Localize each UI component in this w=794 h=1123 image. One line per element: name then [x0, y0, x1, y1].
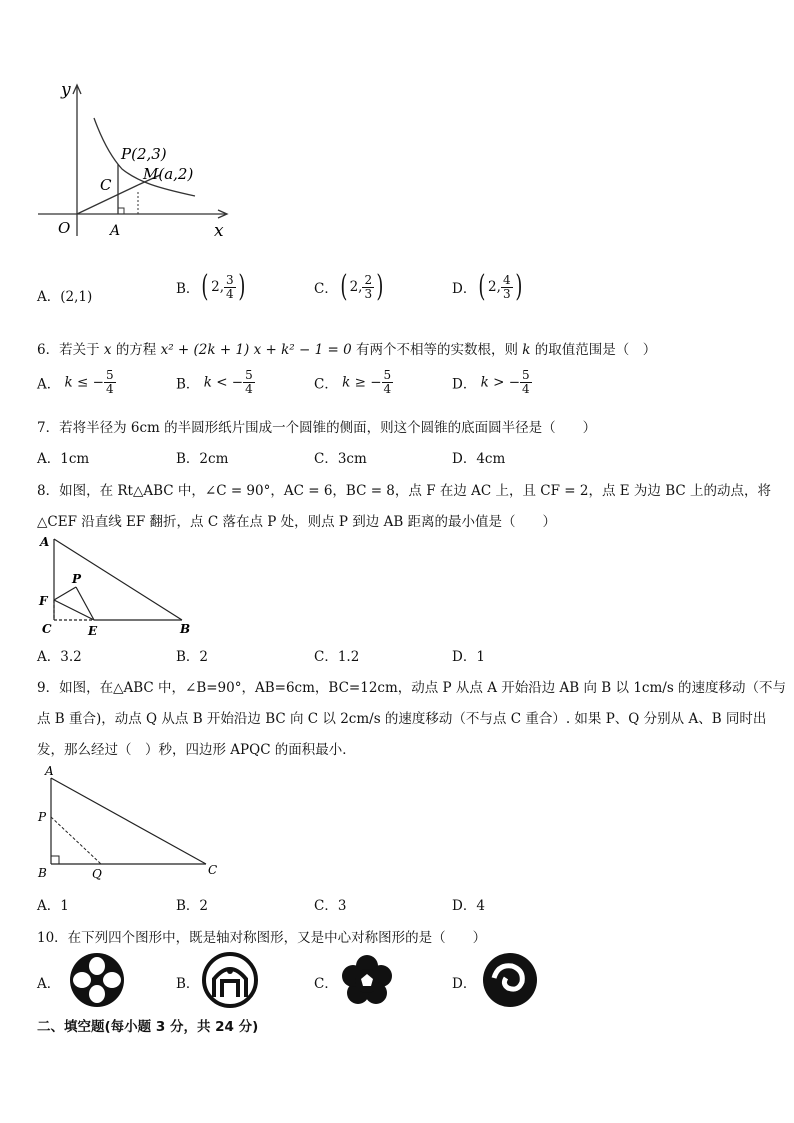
- label-m: M(a,2): [143, 165, 194, 183]
- label-a: A: [45, 764, 54, 778]
- q10-question: 10．在下列四个图形中，既是轴对称图形，又是中心对称图形的是（ ）: [37, 930, 487, 946]
- q6-option-c[interactable]: C． k ≥ − $\frac{5}{4}$: [314, 368, 392, 396]
- label-a: A: [40, 535, 50, 549]
- segment-fp: [54, 587, 76, 600]
- q8-triangle-figure: [34, 532, 204, 638]
- q8-option-c[interactable]: C．1.2: [314, 649, 360, 665]
- q5-option-d[interactable]: D．( 2, $\frac{4}{3}$ ): [452, 269, 522, 304]
- q7-question: 7．若将半径为 6cm 的半圆形纸片围成一个圆锥的侧面，则这个圆锥的底面圆半径是（ ）: [37, 420, 597, 436]
- q9-question-line1: 9．如图，在△ABC 中，∠B=90°，AB=6cm，BC=12cm，动点 P 从点 A 开始沿边 AB 向 B 以 1cm/s 的速度移动（不与: [37, 680, 787, 696]
- label-q: Q: [92, 867, 102, 881]
- q9-option-a[interactable]: A．1: [37, 898, 69, 914]
- label-p: P: [72, 572, 82, 586]
- label-a: A: [110, 223, 121, 239]
- label-c: C: [42, 622, 52, 636]
- q10-option-a-symbol-icon[interactable]: [66, 952, 128, 1008]
- section-fill-in-title: 二、填空题(每小题 3 分，共 24 分): [37, 1019, 259, 1035]
- right-angle-mark: [118, 208, 124, 214]
- q8-option-b[interactable]: B．2: [176, 649, 209, 665]
- side-ac: [51, 778, 206, 864]
- q8-option-d[interactable]: D．1: [452, 649, 485, 665]
- q10-option-b-symbol-icon[interactable]: [200, 951, 260, 1009]
- q7-option-c[interactable]: C．3cm: [314, 451, 367, 467]
- q10-option-b-label[interactable]: B．: [176, 976, 200, 992]
- q5-option-c[interactable]: C．( 2, $\frac{2}{3}$ ): [314, 269, 384, 304]
- q7-option-b[interactable]: B．2cm: [176, 451, 229, 467]
- q9-question-line2: 点 B 重合)，动点 Q 从点 B 开始沿边 BC 向 C 以 2cm/s 的速度移动（不与点 C 重合）. 如果 P、Q 分别从 A、B 同时出: [37, 711, 767, 727]
- q10-option-c-flower-icon[interactable]: [337, 952, 397, 1008]
- label-p: P(2,3): [121, 145, 167, 163]
- q10-option-d-swirl-icon[interactable]: [478, 950, 542, 1010]
- q9-option-c[interactable]: C．3: [314, 898, 347, 914]
- q9-question-line3: 发，那么经过（ ）秒，四边形 APQC 的面积最小．: [37, 742, 356, 758]
- q7-option-a[interactable]: A．1cm: [37, 451, 90, 467]
- q8-question-line1: 8．如图，在 Rt△ABC 中，∠C = 90°，AC = 6，BC = 8，点 F 在边 AC 上，且 CF = 2，点 E 为边 BC 上的动点，将: [37, 483, 772, 499]
- label-b: B: [38, 866, 47, 880]
- q8-option-a[interactable]: A．3.2: [37, 649, 82, 665]
- label-o: O: [58, 219, 71, 237]
- right-angle-mark: [51, 856, 59, 864]
- q10-option-c-label[interactable]: C．: [314, 976, 338, 992]
- label-b: B: [180, 622, 191, 636]
- q6-option-d[interactable]: D． k > − $\frac{5}{4}$: [452, 368, 530, 396]
- q6-question: 6．若关于 x 的方程 x² + (2k + 1) x + k² − 1 = 0 有两个不相等的实数根，则 k 的取值范围是（ ）: [37, 342, 657, 358]
- label-c: C: [100, 176, 112, 194]
- q7-option-d[interactable]: D．4cm: [452, 451, 506, 467]
- label-p: P: [38, 810, 47, 824]
- label-f: F: [39, 594, 48, 608]
- q8-question-line2: △CEF 沿直线 EF 翻折，点 C 落在点 P 处，则点 P 到边 AB 距离的最小值是（ ）: [37, 514, 557, 530]
- q9-triangle-figure: [34, 762, 234, 884]
- label-y: y: [61, 80, 71, 100]
- label-e: E: [88, 624, 98, 638]
- label-c: C: [208, 863, 218, 877]
- q5-option-a[interactable]: A．(2,1): [37, 289, 93, 305]
- q9-option-d[interactable]: D．4: [452, 898, 485, 914]
- label-x: x: [214, 221, 224, 241]
- q10-option-d-label[interactable]: D．: [452, 976, 477, 992]
- q5-graph-figure: [30, 78, 240, 243]
- q9-option-b[interactable]: B．2: [176, 898, 209, 914]
- q6-option-a[interactable]: A． k ≤ − $\frac{5}{4}$: [37, 368, 114, 396]
- q5-option-b[interactable]: B．( 2, $\frac{3}{4}$ ): [176, 269, 246, 304]
- q6-option-b[interactable]: B． k < − $\frac{5}{4}$: [176, 368, 253, 396]
- q10-option-a-label[interactable]: A．: [37, 976, 61, 992]
